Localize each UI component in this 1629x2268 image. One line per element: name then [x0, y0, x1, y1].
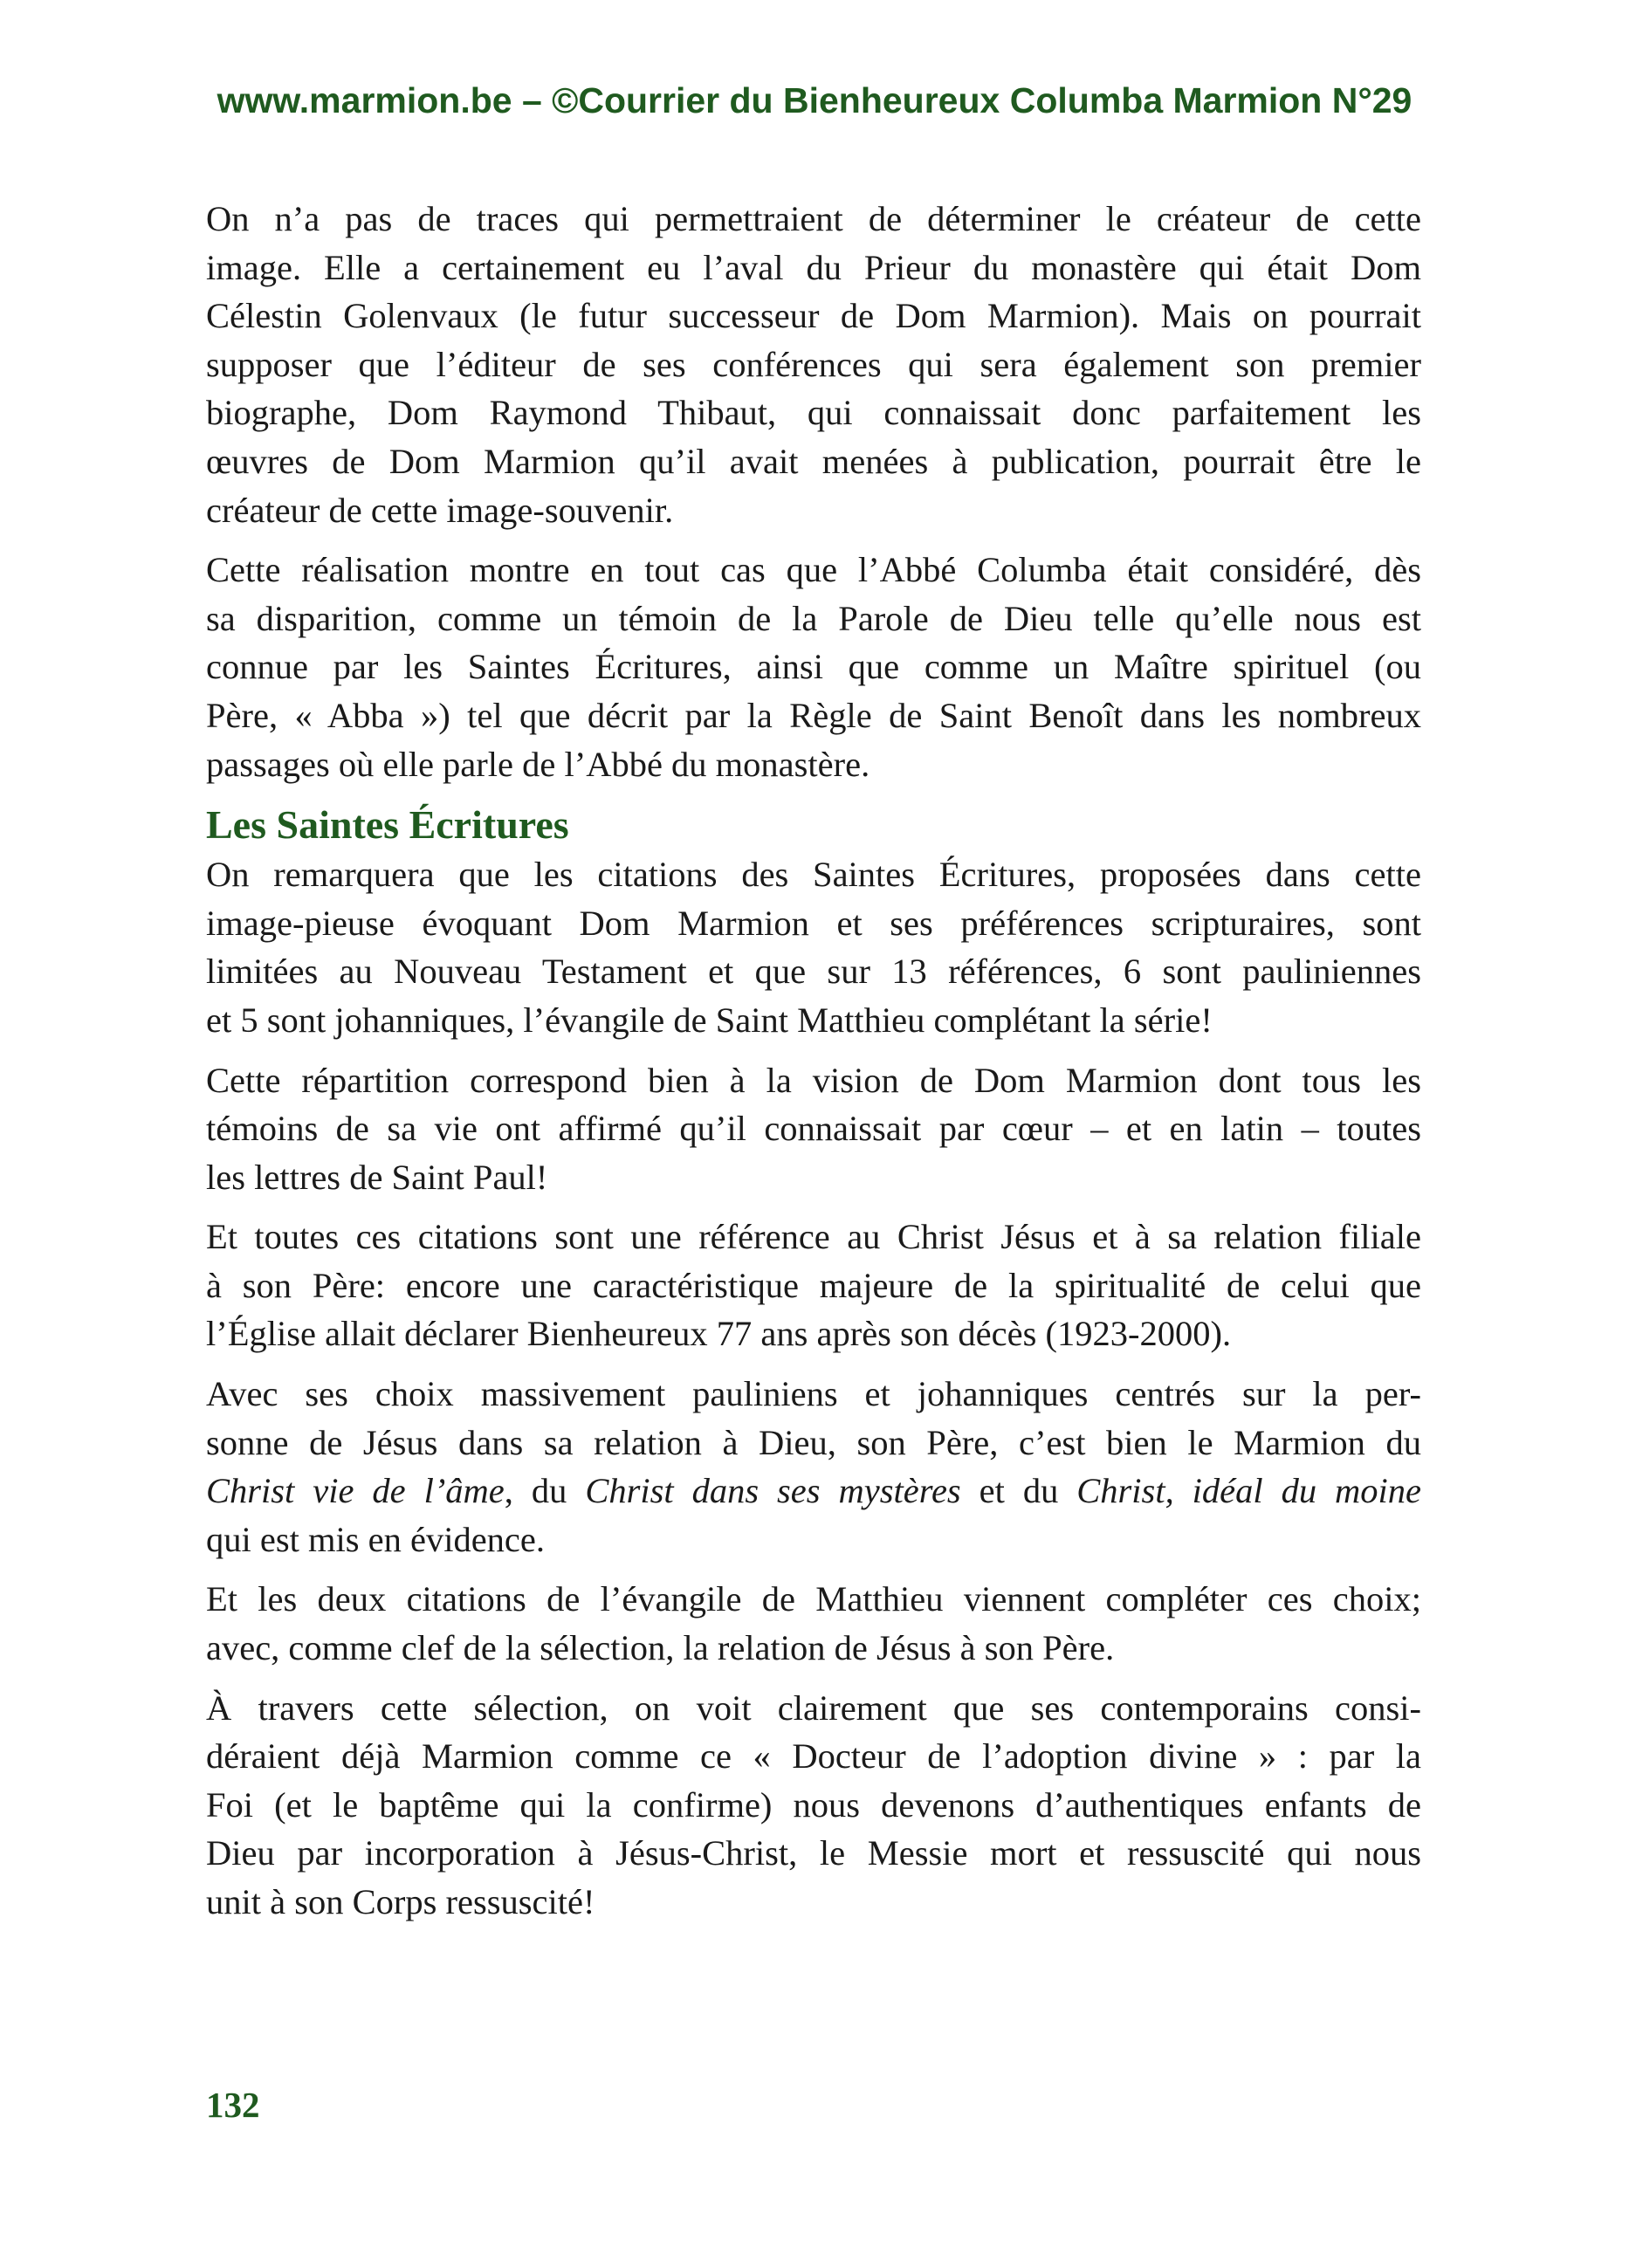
paragraph-matthieu	[206, 1575, 1421, 1672]
text-line: unit à son Corps ressuscité!	[206, 1882, 595, 1921]
text-line: À travers cette sélection, on voit clairement que ses contemporains consi-	[206, 1687, 1421, 1728]
text-line: On remarquera que les citations des Saintes Écritures, proposées dans cette	[206, 855, 1421, 895]
text-line: témoins de sa vie ont affirmé qu’il connaissait par cœur – et en latin – toutes	[206, 1109, 1421, 1149]
text-line: Dieu par incorporation à Jésus-Christ, le Messie mort et ressuscité qui nous	[206, 1833, 1421, 1873]
text-line: Cette réalisation montre en tout cas que l’Abbé Columba était considéré, dès	[206, 550, 1421, 590]
text-line: l’Église allait déclarer Bienheureux 77 ans après son décès (1923-2000).	[206, 1314, 1232, 1354]
text-line: Père, « Abba ») tel que décrit par la Règle de Saint Benoît dans les nombreux	[206, 695, 1421, 735]
paragraph-selection	[206, 1684, 1421, 1927]
text-line: créateur de cette image-souvenir.	[206, 490, 674, 530]
text-line: Célestin Golenvaux (le futur successeur de Dom Marmion). Mais on pourrait	[206, 296, 1421, 336]
book-title-italic: Christ dans ses mystères	[585, 1471, 961, 1511]
text-line: qui est mis en évidence.	[206, 1519, 546, 1559]
book-title-italic: Christ, idéal du moine	[1076, 1471, 1422, 1511]
text-fragment: , du	[504, 1471, 586, 1511]
text-line: connue par les Saintes Écritures, ainsi que comme un Maître spirituel (ou	[206, 647, 1421, 687]
text-line: déraient déjà Marmion comme ce « Docteur de l’adoption divine » : par la	[206, 1736, 1421, 1777]
text-line: à son Père: encore une caractéristique majeure de la spiritualité de celui que	[206, 1265, 1421, 1305]
text-line: Cette répartition correspond bien à la vision de Dom Marmion dont tous les	[206, 1060, 1421, 1100]
text-line: sonne de Jésus dans sa relation à Dieu, son Père, c’est bien le Marmion du	[206, 1422, 1421, 1462]
section-title: Les Saintes Écritures	[206, 802, 569, 848]
paragraph-references	[206, 1213, 1421, 1358]
text-line: et 5 sont johanniques, l’évangile de Saint Matthieu complétant la série!	[206, 1000, 1213, 1040]
paragraph-repartition	[206, 1056, 1421, 1202]
text-line: On n’a pas de traces qui permettraient de déterminer le créateur de cette	[206, 199, 1421, 238]
paragraph-choix	[206, 1370, 1421, 1564]
paragraph-realisation	[206, 546, 1421, 788]
text-line: limitées au Nouveau Testament et que sur 13 références, 6 sont pauliniennes	[206, 952, 1421, 992]
text-line: avec, comme clef de la sélection, la relation de Jésus à son Père.	[206, 1628, 1115, 1668]
paragraph-citations	[206, 850, 1421, 1044]
text-line: Et toutes ces citations sont une référence au Christ Jésus et à sa relation filiale	[206, 1217, 1421, 1257]
text-line: image. Elle a certainement eu l’aval du Prieur du monastère qui était Dom	[206, 247, 1421, 287]
book-title-italic: Christ vie de l’âme	[206, 1471, 505, 1511]
text-line: Et les deux citations de l’évangile de Matthieu viennent compléter ces choix;	[206, 1579, 1421, 1619]
text-line: les lettres de Saint Paul!	[206, 1157, 548, 1197]
text-fragment: et du	[960, 1471, 1077, 1511]
text-line: œuvres de Dom Marmion qu’il avait menées à publication, pourrait être le	[206, 441, 1421, 481]
page-header: www.marmion.be – ©Courrier du Bienheureux Columba Marmion N°29	[217, 80, 1412, 120]
text-line: sa disparition, comme un témoin de la Parole de Dieu telle qu’elle nous est	[206, 598, 1421, 638]
page-number: 132	[206, 2085, 260, 2125]
text-line: biographe, Dom Raymond Thibaut, qui connaissait donc parfaitement les	[206, 393, 1421, 433]
text-line-with-titles	[206, 1467, 1421, 1515]
text-line: Avec ses choix massivement pauliniens et johanniques centrés sur la per-	[206, 1374, 1421, 1414]
text-line: passages où elle parle de l’Abbé du monastère.	[206, 744, 870, 784]
text-line: Foi (et le baptême qui la confirme) nous devenons d’authentiques enfants de	[206, 1784, 1421, 1825]
text-line: supposer que l’éditeur de ses conférences qui sera également son premier	[206, 344, 1421, 384]
paragraph-creator	[206, 195, 1421, 534]
article-body	[206, 195, 1421, 1938]
text-line: image-pieuse évoquant Dom Marmion et ses préférences scripturaires, sont	[206, 903, 1421, 943]
